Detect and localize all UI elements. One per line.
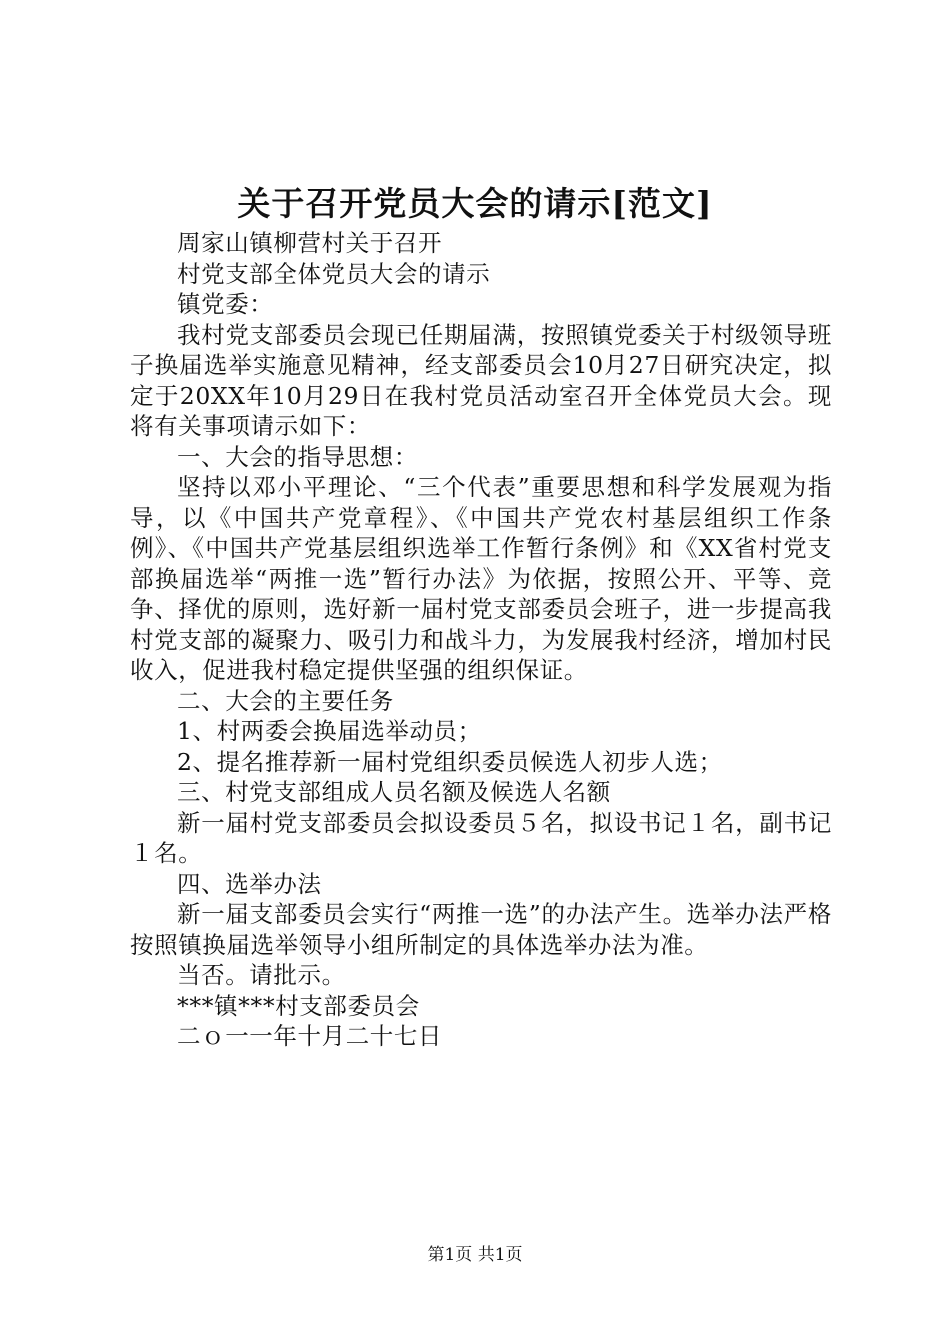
paragraph-addressee: 镇党委： <box>177 290 274 318</box>
signature-date: 二ｏ一一年十月二十七日 <box>177 1022 443 1050</box>
document-body <box>130 228 832 1052</box>
page-footer: 第1页 共1页 <box>427 1245 523 1265</box>
list-item-task-1: 1、村两委会换届选举动员； <box>177 717 482 745</box>
list-item-task-2: 2、提名推荐新一届村党组织委员候选人初步人选； <box>177 747 723 776</box>
document-title: 关于召开党员大会的请示[范文] <box>237 184 713 223</box>
signature-organization: ***镇***村支部委员会 <box>177 991 420 1020</box>
paragraph-election-method: 新一届支部委员会实行“两推一选”的办法产生。选举办法严格按照镇换届选举领导小组所制定的具体选举办法为准。 <box>130 900 832 959</box>
paragraph-request-approval: 当否。请批示。 <box>177 961 346 989</box>
heading-guiding-ideology: 一、大会的指导思想： <box>177 442 418 471</box>
heading-main-tasks: 二、大会的主要任务 <box>177 686 394 715</box>
paragraph-guiding-ideology: 坚持以邓小平理论、“三个代表”重要思想和科学发展观为指导，以《中国共产党章程》、《中国共产党农村基层组织工作条例》、《中国共产党基层组织选举工作暂行条例》和《XX省村党支部换届选举“两推一选”暂行办法》为依据，按照公开、平等、竞争、择优的原则，选好新一届村党支部委员会班子，进一步提高我村党支部的凝聚力、吸引力和战斗力，为发展我村经济，增加村民收入，促进我村稳定提供坚强的组织保证。 <box>130 473 832 684</box>
paragraph-member-quota: 新一届村党支部委员会拟设委员５名，拟设书记１名，副书记１名。 <box>130 808 832 867</box>
paragraph-intro: 我村党支部委员会现已任期届满，按照镇党委关于村级领导班子换届选举实施意见精神，经支部委员会10月27日研究决定，拟定于20XX年10月29日在我村党员活动室召开全体党员大会。现将有关事项请示如下： <box>130 320 832 440</box>
heading-member-quota: 三、村党支部组成人员名额及候选人名额 <box>177 778 611 806</box>
paragraph-recipient-org: 周家山镇柳营村关于召开 <box>177 229 443 257</box>
paragraph-subject: 村党支部全体党员大会的请示 <box>177 259 491 288</box>
heading-election-method: 四、选举办法 <box>177 869 322 898</box>
